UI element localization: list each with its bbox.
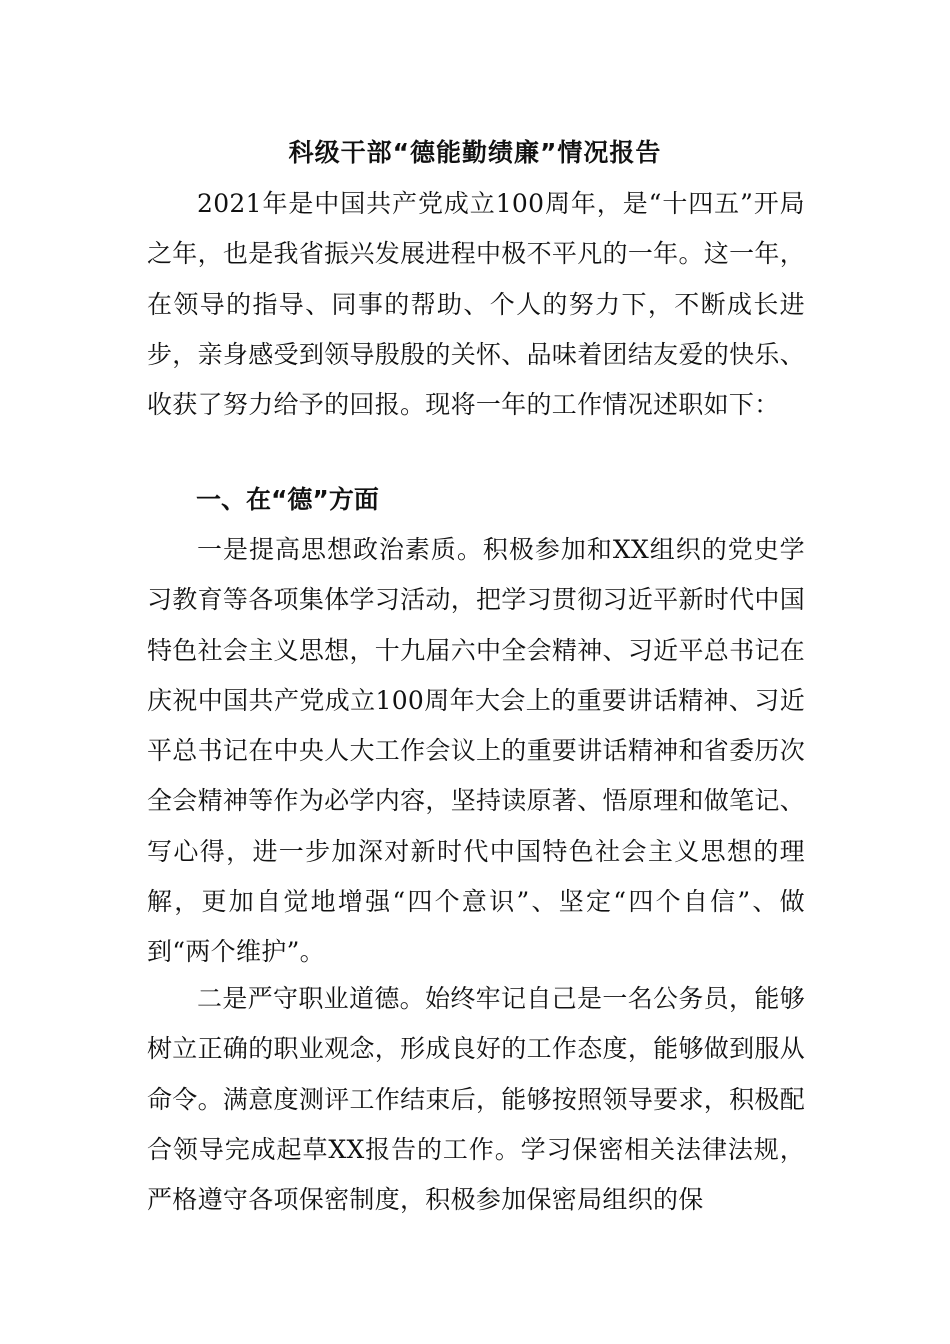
document-title: 科级干部“德能勤绩廉”情况报告 xyxy=(288,138,662,167)
section-heading-de: 一、在“德”方面 xyxy=(196,485,379,514)
body-paragraph-political-quality: 一是提高思想政治素质。积极参加和XX组织的党史学习教育等各项集体学习活动，把学习贯彻习近平新时代中国特色社会主义思想，十九届六中全会精神、习近平总书记在庆祝中国共产党成立100周年大会上的重要讲话精神、习近平总书记在中央人大工作会议上的重要讲话精神和省委历次全会精神等作为必学内容，坚持读原著、悟原理和做笔记、写心得，进一步加深对新时代中国特色社会主义思想的理解，更加自觉地增强“四个意识”、坚定“四个自信”、做到“两个维护”。 xyxy=(147,535,805,967)
intro-paragraph: 2021年是中国共产党成立100周年，是“十四五”开局之年，也是我省振兴发展进程中极不平凡的一年。这一年，在领导的指导、同事的帮助、个人的努力下，不断成长进步，亲身感受到领导殷殷的关怀、品味着团结友爱的快乐、收获了努力给予的回报。现将一年的工作情况述职如下： xyxy=(147,189,805,420)
body-paragraph-professional-ethics: 二是严守职业道德。始终牢记自己是一名公务员，能够树立正确的职业观念，形成良好的工作态度，能够做到服从命令。满意度测评工作结束后，能够按照领导要求，积极配合领导完成起草XX报告的工作。学习保密相关法律法规，严格遵守各项保密制度，积极参加保密局组织的保 xyxy=(147,984,805,1215)
